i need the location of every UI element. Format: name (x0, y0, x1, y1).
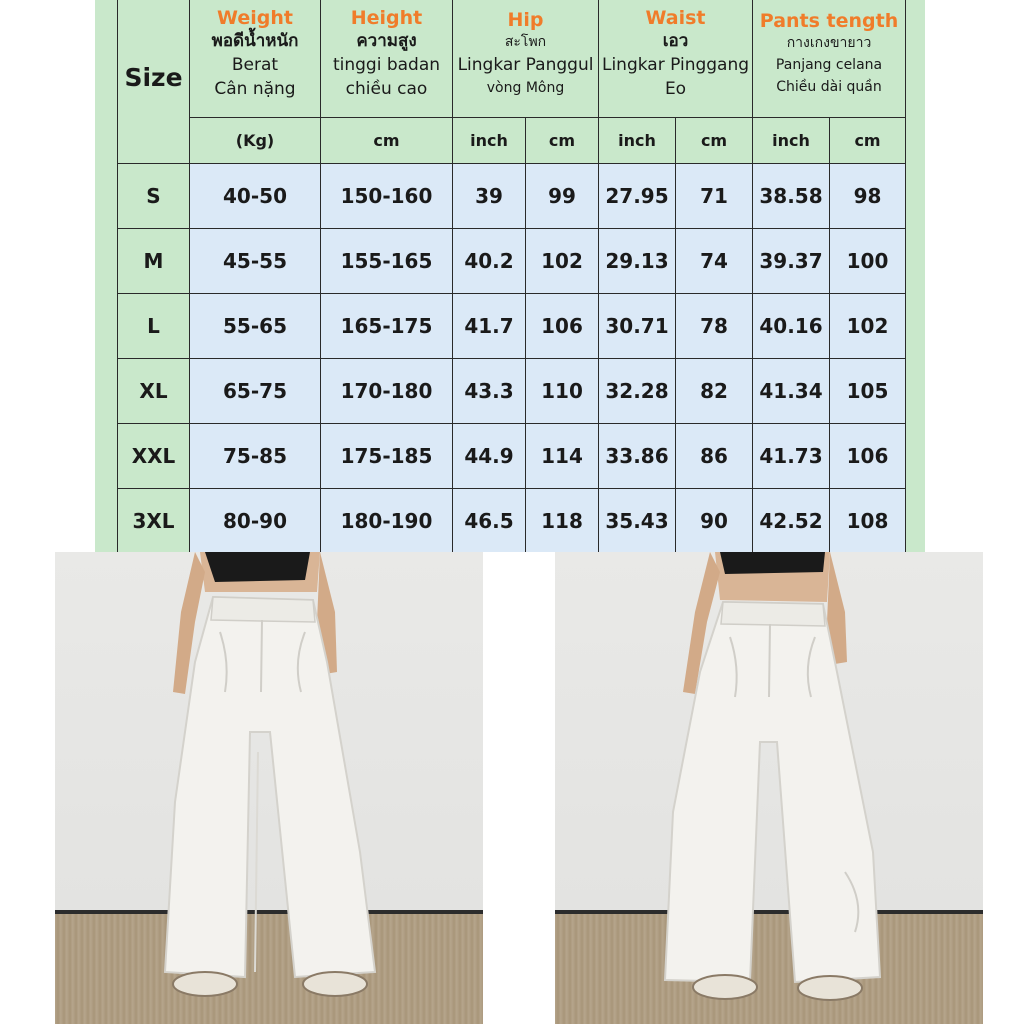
value-cell: 108 (830, 489, 906, 553)
value-cell: 38.58 (753, 164, 830, 229)
size-chart (95, 0, 925, 552)
value-cell: 27.95 (599, 164, 676, 229)
table-row (118, 164, 906, 229)
value-cell: 118 (526, 489, 599, 553)
value-cell: 110 (526, 359, 599, 424)
value-cell: 41.7 (453, 294, 526, 359)
size-cell: XXL (118, 424, 190, 489)
value-cell: 29.13 (599, 229, 676, 294)
table-row (118, 489, 906, 553)
value-cell: 105 (830, 359, 906, 424)
value-cell: 80-90 (190, 489, 321, 553)
value-cell: 41.34 (753, 359, 830, 424)
value-cell: 74 (676, 229, 753, 294)
value-cell: 39 (453, 164, 526, 229)
unit-cell: cm (830, 118, 906, 164)
value-cell: 32.28 (599, 359, 676, 424)
value-cell: 35.43 (599, 489, 676, 553)
value-cell: 165-175 (321, 294, 453, 359)
hip-header: Hip สะโพก Lingkar Panggul vòng Mông (453, 0, 599, 118)
value-cell: 150-160 (321, 164, 453, 229)
weight-header: Weight พอดีน้ำหนัก Berat Cân nặng (190, 0, 321, 118)
value-cell: 33.86 (599, 424, 676, 489)
value-cell: 175-185 (321, 424, 453, 489)
value-cell: 40-50 (190, 164, 321, 229)
value-cell: 75-85 (190, 424, 321, 489)
size-table (117, 0, 906, 552)
value-cell: 86 (676, 424, 753, 489)
size-cell: S (118, 164, 190, 229)
value-cell: 45-55 (190, 229, 321, 294)
height-header: Height ความสูง tinggi badan chiều cao (321, 0, 453, 118)
model-photo-right (555, 552, 983, 1024)
unit-cell: inch (599, 118, 676, 164)
size-header: Size (118, 0, 190, 164)
waist-header: Waist เอว Lingkar Pinggang Eo (599, 0, 753, 118)
unit-cell: cm (676, 118, 753, 164)
table-row (118, 424, 906, 489)
value-cell: 39.37 (753, 229, 830, 294)
value-cell: 42.52 (753, 489, 830, 553)
value-cell: 71 (676, 164, 753, 229)
value-cell: 106 (526, 294, 599, 359)
white-wide-leg-jeans-front-alt (555, 552, 983, 1024)
value-cell: 40.2 (453, 229, 526, 294)
unit-cell: (Kg) (190, 118, 321, 164)
white-wide-leg-jeans-front (55, 552, 483, 1024)
value-cell: 78 (676, 294, 753, 359)
value-cell: 102 (526, 229, 599, 294)
value-cell: 155-165 (321, 229, 453, 294)
value-cell: 99 (526, 164, 599, 229)
value-cell: 82 (676, 359, 753, 424)
size-cell: 3XL (118, 489, 190, 553)
model-photo-left (55, 552, 483, 1024)
value-cell: 114 (526, 424, 599, 489)
value-cell: 102 (830, 294, 906, 359)
table-row (118, 359, 906, 424)
value-cell: 180-190 (321, 489, 453, 553)
value-cell: 41.73 (753, 424, 830, 489)
size-table-body (118, 164, 906, 553)
value-cell: 98 (830, 164, 906, 229)
value-cell: 100 (830, 229, 906, 294)
value-cell: 44.9 (453, 424, 526, 489)
value-cell: 55-65 (190, 294, 321, 359)
value-cell: 30.71 (599, 294, 676, 359)
size-cell: L (118, 294, 190, 359)
unit-cell: inch (753, 118, 830, 164)
table-row (118, 294, 906, 359)
value-cell: 65-75 (190, 359, 321, 424)
table-row (118, 229, 906, 294)
value-cell: 106 (830, 424, 906, 489)
value-cell: 43.3 (453, 359, 526, 424)
unit-cell: cm (526, 118, 599, 164)
value-cell: 46.5 (453, 489, 526, 553)
unit-cell: inch (453, 118, 526, 164)
length-header: Pants tength กางเกงขายาว Panjang celana Chiều dài quần (753, 0, 906, 118)
size-cell: M (118, 229, 190, 294)
value-cell: 90 (676, 489, 753, 553)
value-cell: 40.16 (753, 294, 830, 359)
value-cell: 170-180 (321, 359, 453, 424)
size-cell: XL (118, 359, 190, 424)
unit-cell: cm (321, 118, 453, 164)
